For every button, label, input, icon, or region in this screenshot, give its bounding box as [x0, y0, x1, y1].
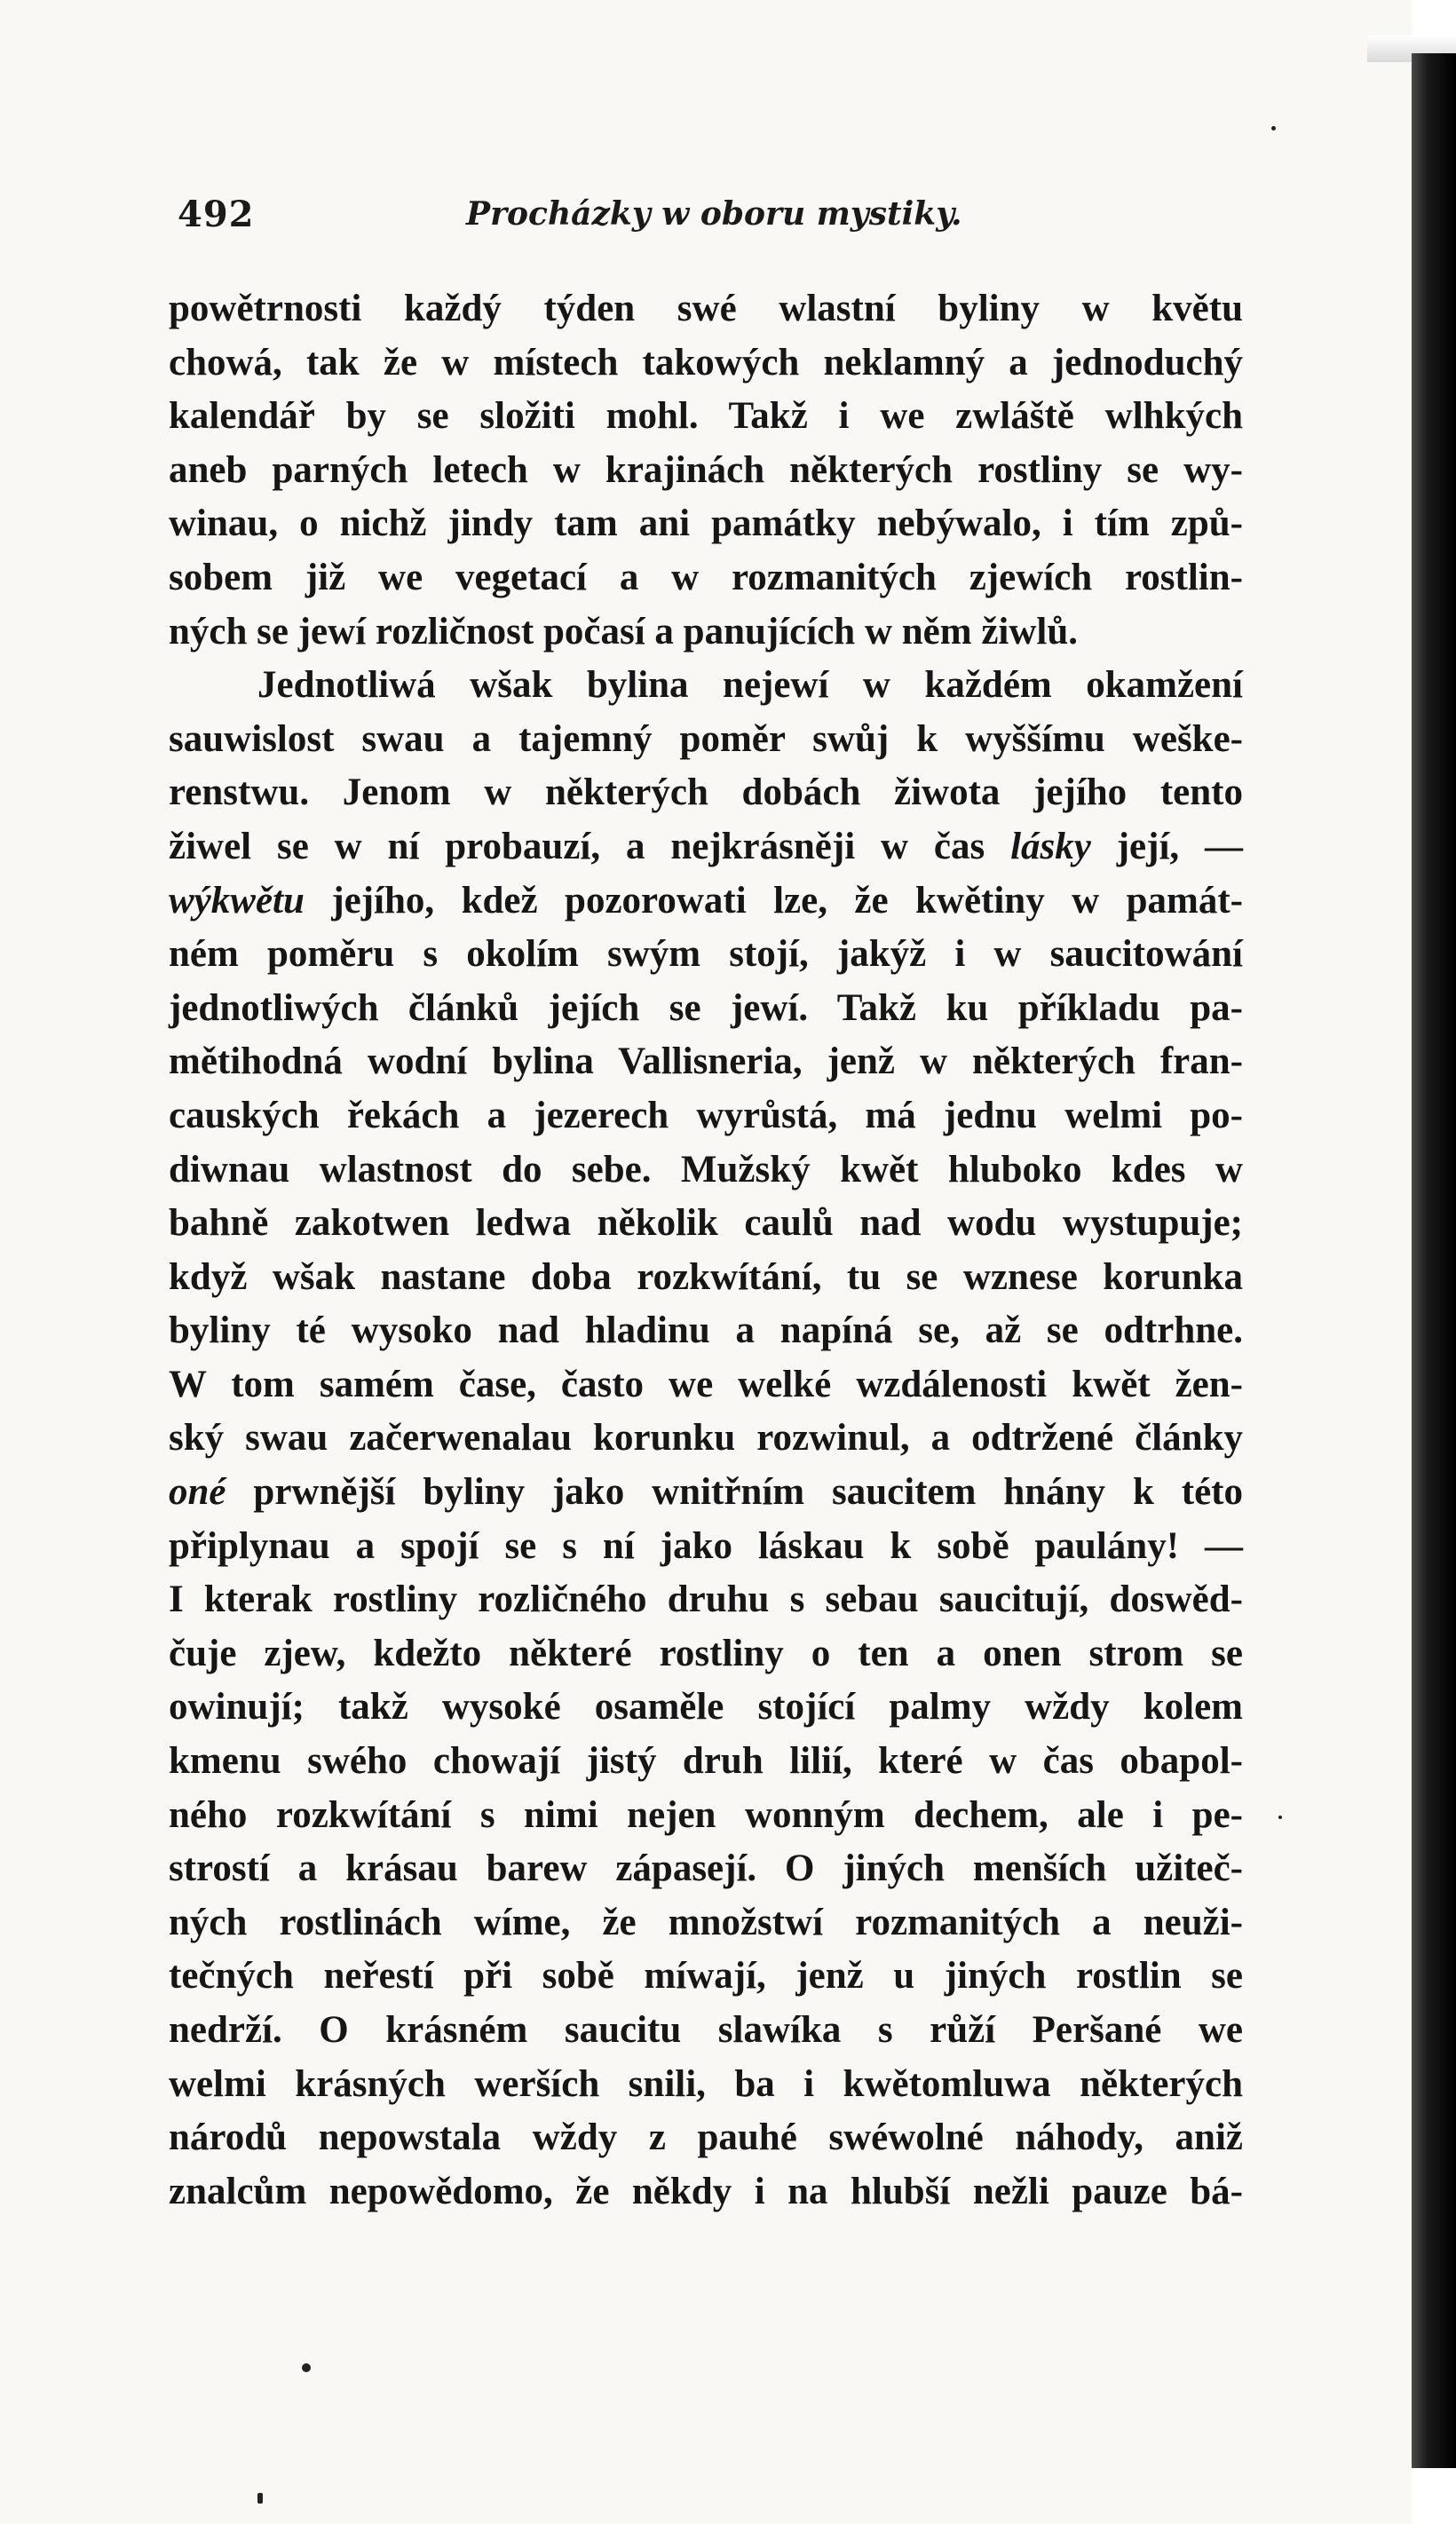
text-line: znalcům nepowědomo, že někdy i na hlubší nežli pauze bá-: [169, 2170, 1243, 2212]
text-segment: prwnější byliny jako wnitřním saucitem hnány k této: [226, 1471, 1243, 1514]
text-line: kmenu swého chowají jistý druh lilií, které w čas obapol-: [169, 1740, 1243, 1783]
text-line: mětihodná wodní bylina Vallisneria, jenž w některých fran-: [169, 1040, 1243, 1083]
text-line: sauwislost swau a tajemný poměr swůj k wyššímu weške-: [169, 717, 1243, 760]
text-line: chowá, tak že w místech takowých neklamný a jednoduchý: [169, 341, 1243, 384]
print-speck: [1278, 1816, 1282, 1819]
text-line: renstwu. Jenom w některých dobách žiwota jejího tento: [169, 771, 1243, 814]
paragraph-start-line: Jednotliwá wšak bylina nejewí w každém okamžení: [257, 664, 1243, 707]
emphasis-lasky: lásky: [1010, 825, 1091, 867]
text-line: strostí a krásau barew zápasejí. O jiných menších užiteč-: [169, 1848, 1243, 1890]
text-line: nedrží. O krásném saucitu slawíka s růží Peršané we: [169, 2009, 1243, 2051]
text-line: kalendář by se složiti mohl. Takž i we zwláště wlhkých: [169, 395, 1243, 438]
text-line: čuje zjew, kdežto některé rostliny o ten a onen strom se: [169, 1632, 1243, 1674]
text-line: ném poměru s okolím swým stojí, jakýž i w saucitowání: [169, 933, 1243, 976]
text-line: aneb parných letech w krajinách některých rostliny se wy-: [169, 448, 1243, 491]
text-line-with-emphasis: [169, 874, 1243, 929]
text-line: I kterak rostliny rozličného druhu s sebau saucitují, doswěd-: [169, 1578, 1243, 1621]
text-line: tečných neřestí při sobě míwají, jenž u jiných rostlin se: [169, 1955, 1243, 1998]
text-line: cauských řekách a jezerech wyrůstá, má jednu welmi po-: [169, 1094, 1243, 1136]
text-line: sobem již we vegetací a w rozmanitých zjewích rostlin-: [169, 556, 1243, 598]
text-line: ský swau začerwenalau korunku rozwinul, a odtržené články: [169, 1417, 1243, 1460]
page-number: 492: [178, 194, 255, 235]
emphasis-one: oné: [169, 1471, 226, 1514]
text-line: winau, o nichž jindy tam ani památky nebýwalo, i tím způ-: [169, 502, 1243, 545]
text-segment: žiwel se w ní probauzí, a nejkrásněji w čas: [169, 825, 985, 867]
print-speck: [302, 2363, 311, 2372]
running-title: Procházky w oboru mystiky.: [466, 195, 962, 233]
body-text: [169, 282, 1243, 2219]
page-header: [178, 194, 1243, 247]
text-line: welmi krásných werších snili, ba i kwětomluwa některých: [169, 2062, 1243, 2105]
text-line: owinují; takž wysoké osaměle stojící palmy wždy kolem: [169, 1686, 1243, 1729]
text-line: byliny té wysoko nad hladinu a napíná se, až se odtrhne.: [169, 1309, 1243, 1352]
text-line: ných rostlinách wíme, že množstwí rozmanitých a neuži-: [169, 1901, 1243, 1943]
book-spine-shadow: [1412, 53, 1456, 2468]
text-line: národů nepowstala wždy z pauhé swéwolné náhody, aniž: [169, 2117, 1243, 2159]
text-line: diwnau wlastnost do sebe. Mužský kwět hluboko kdes w: [169, 1148, 1243, 1191]
text-line: bahně zakotwen ledwa několik caulů nad wodu wystupuje;: [169, 1202, 1243, 1245]
text-segment: jejího, kdež pozorowati lze, že kwětiny w památ-: [304, 879, 1243, 922]
text-line: připlynau a spojí se s ní jako láskau k sobě paulány! —: [169, 1524, 1243, 1567]
text-segment: její, —: [1090, 825, 1243, 867]
text-line: jednotliwých článků jejích se jewí. Takž ku příkladu pa-: [169, 986, 1243, 1029]
text-line: W tom samém čase, často we welké wzdálenosti kwět žen-: [169, 1363, 1243, 1405]
text-line: ných se jewí rozličnost počasí a panujících w něm žiwlů.: [169, 610, 1079, 653]
text-line: powětrnosti každý týden swé wlastní byliny w květu: [169, 288, 1243, 329]
print-speck: [257, 2493, 263, 2504]
text-line-with-emphasis: [169, 1466, 1243, 1520]
text-line-with-emphasis: [169, 820, 1243, 874]
print-speck: [1271, 126, 1276, 131]
text-line: ného rozkwítání s nimi nejen wonným dechem, ale i pe-: [169, 1793, 1243, 1836]
text-line: když wšak nastane doba rozkwítání, tu se wznese korunka: [169, 1255, 1243, 1298]
emphasis-wykwetu: wýkwětu: [169, 879, 305, 922]
